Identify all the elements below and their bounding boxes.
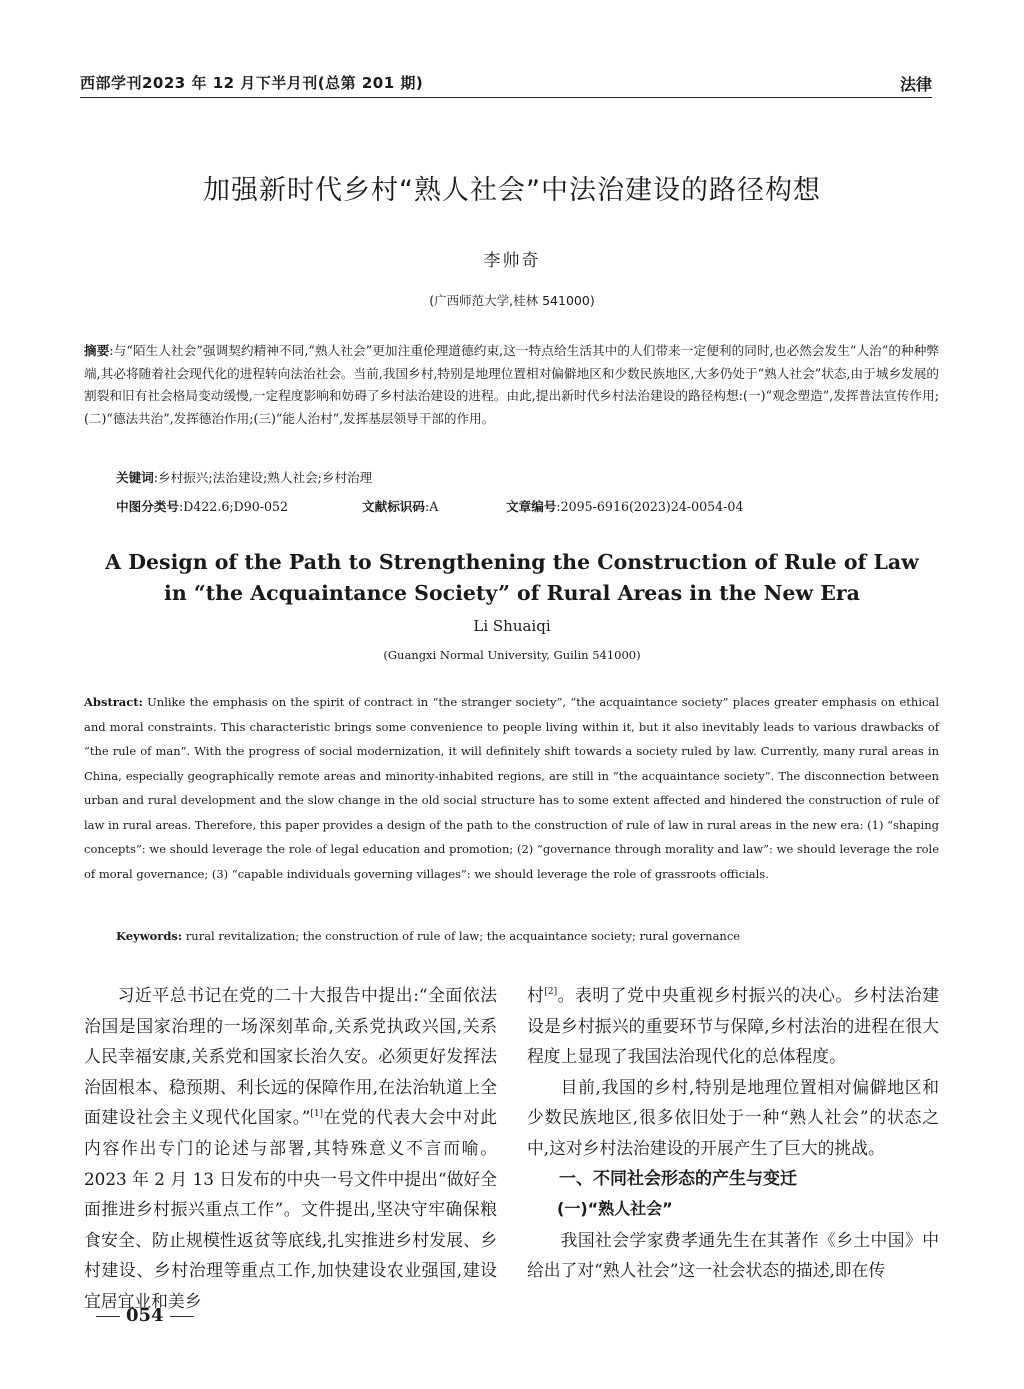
article-title-cn: 加强新时代乡村“熟人社会”中法治建设的路径构想 (203, 175, 821, 206)
keywords-cn (116, 467, 372, 486)
running-header (80, 70, 932, 98)
page-number (90, 1305, 200, 1326)
article-number-value: :2095-6916(2023)24-0054-04 (556, 499, 744, 514)
keywords-en (116, 929, 740, 943)
document-code (362, 496, 506, 515)
author-en: Li Shuaiqi (473, 617, 551, 635)
p1-text-b: 在党的代表大会中对此内容作出专门的论述与部署,其特殊意义不言而喻。2023 年 2 月 13 日发布的中央一号文件中提出“做好全面推进乡村振兴重点工作”。文件提出,坚决守牢确保粮食安全、防止规模性返贫等底线,扎实推进乡村发展、乡村建设、乡村治理等重点工作,加快建设农业强国,建设宜居宜业和美乡 (84, 1107, 497, 1311)
citation-ref-1: [1] (310, 1109, 324, 1120)
keywords-en-text: rural revitalization; the construction of rule of law; the acquaintance society; rural governance (182, 929, 741, 943)
keywords-en-label: Keywords: (116, 929, 183, 943)
p1-text-d: 。表明了党中央重视乡村振兴的决心。乡村法治建设是乡村振兴的重要环节与保障,乡村法治的进程在很大程度上显现了我国法治现代化的总体程度。 (527, 985, 939, 1067)
folio-dash-right (170, 1316, 194, 1317)
document-code-value: :A (424, 499, 439, 514)
section-heading-1: 一、不同社会形态的产生与变迁 (559, 1168, 797, 1189)
keywords-cn-text: :乡村振兴;法治建设;熟人社会;乡村治理 (153, 470, 373, 485)
article-number-label: 文章编号 (506, 499, 557, 514)
document-code-label: 文献标识码 (362, 499, 425, 514)
page-number-value: 054 (126, 1305, 164, 1326)
p1-text-a: 习近平总书记在党的二十大报告中提出:“全面依法治国是国家治理的一场深刻革命,关系党执政兴国,关系人民幸福安康,关系党和国家长治久安。必须更好发挥法治固根本、稳预期、利长远的保障作用,在法治轨道上全面建设社会主义现代化国家。” (84, 985, 497, 1128)
title-en-line-2: in “the Acquaintance Society” of Rural Areas in the New Era (164, 581, 860, 605)
affiliation-en: (Guangxi Normal University, Guilin 541000) (383, 648, 641, 662)
article-number (506, 496, 743, 515)
body-paragraph-2: 目前,我国的乡村,特别是地理位置相对偏僻地区和少数民族地区,很多依旧处于一种“熟人社会”的状态之中,这对乡村法治建设的开展产生了巨大的挑战。 (527, 1076, 939, 1158)
body-paragraph-1 (84, 980, 497, 1317)
classification-row (116, 496, 743, 515)
body-paragraph-3: 我国社会学家费孝通先生在其著作《乡土中国》中给出了对“熟人社会”这一社会状态的描述,即在传 (527, 1229, 939, 1281)
body-column-right (527, 980, 939, 1286)
clc-label: 中图分类号 (116, 499, 179, 514)
abstract-en (84, 690, 939, 886)
header-rule (80, 97, 932, 98)
abstract-cn-label: 摘要 (84, 343, 110, 358)
section-name: 法律 (899, 75, 932, 94)
affiliation-cn: (广西师范大学,桂林 541000) (429, 293, 595, 308)
keywords-cn-label: 关键词 (116, 470, 154, 485)
citation-ref-2: [2] (544, 987, 558, 997)
author-cn: 李帅奇 (483, 251, 541, 271)
abstract-cn-text: :与“陌生人社会”强调契约精神不同,“熟人社会”更加注重伦理道德约束,这一特点给生活其中的人们带来一定便利的同时,也必然会发生“人治”的种种弊端,其必将随着社会现代化的进程转向法治社会。当前,我国乡村,特别是地理位置相对偏僻地区和少数民族地区,大多仍处于“熟人社会”状态,由于城乡发展的割裂和旧有社会格局变动缓慢,一定程度影响和妨碍了乡村法治建设的进程。由此,提出新时代乡村法治建设的路径构想:(一)“观念塑造”,发挥普法宣传作用;(二)“德法共治”,发挥德治作用;(三)“能人治村”,发挥基层领导干部的作用。 (84, 343, 940, 426)
clc-value: :D422.6;D90-052 (178, 499, 289, 514)
subsection-heading-1: (一)“熟人社会” (557, 1199, 673, 1219)
journal-name: 西部学刊2023 年 12 月下半月刊(总第 201 期) (80, 74, 424, 92)
clc-number (116, 496, 362, 515)
folio-dash-left (96, 1316, 120, 1317)
body-paragraph-1-continued (527, 980, 939, 1072)
body-column-left (84, 980, 497, 1317)
title-en-line-1: A Design of the Path to Strengthening the Construction of Rule of Law (105, 550, 919, 574)
p1-text-c: 村 (527, 985, 545, 1005)
abstract-en-label: Abstract: (84, 695, 143, 709)
abstract-en-text: Unlike the emphasis on the spirit of contract in “the stranger society”, “the acquaintance society” places greater emphasis on ethical and moral constraints. This characteristic brings some convenience to people living within it, but it also inevitably leads to various drawbacks of “the rule of man”. With the progress of social modernization, it will definitely shift towards a society ruled by law. Currently, many rural areas in China, especially geographically remote areas and minority-inhabited regions, are still in “the acquaintance society”. The disconnection between urban and rural development and the slow change in the old social structure has to some extent affected and hindered the construction of rule of law in rural areas. Therefore, this paper provides a design of the path to the construction of rule of law in rural areas in the new era: (1) “shaping concepts”: we should leverage the role of legal education and promotion; (2) “governance through morality and law”: we should leverage the role of moral governance; (3) “capable individuals governing villages”: we should leverage the role of grassroots officials. (84, 695, 939, 881)
abstract-cn (84, 340, 939, 430)
article-title-en (0, 547, 1024, 609)
